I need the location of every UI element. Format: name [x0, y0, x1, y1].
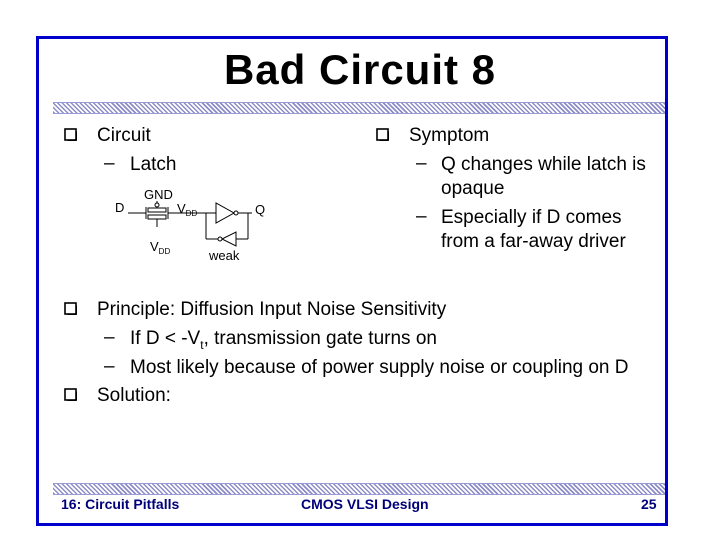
- footer-left: 16: Circuit Pitfalls: [61, 496, 180, 512]
- circuit-label-gnd: GND: [144, 187, 173, 202]
- footer-center: CMOS VLSI Design: [301, 496, 429, 512]
- symptom-bullet: Symptom: [409, 125, 490, 146]
- symptom-sub2-line2: from a far-away driver: [441, 231, 626, 252]
- slide-title: Bad Circuit 8: [223, 46, 497, 93]
- circuit-label-q: Q: [255, 202, 266, 217]
- circuit-label-weak: weak: [209, 248, 240, 263]
- circuit-label-vdd-bottom: $V_{DD}$: [150, 239, 171, 256]
- principle-sub1: If $D < -V_t$, transmission gate turns on: [130, 328, 437, 352]
- symptom-sub1-line2: opaque: [441, 178, 505, 199]
- hollow-square-bullet-icon: [376, 128, 389, 141]
- solution-bullet: Solution:: [97, 385, 171, 406]
- footer-page-number: 25: [641, 496, 657, 512]
- latch-circuit-diagram: [110, 183, 280, 263]
- dash: –: [104, 153, 115, 174]
- latch-subbullet: Latch: [130, 154, 177, 175]
- circuit-label-vdd-top: $V_{DD}$: [177, 201, 198, 218]
- dash: –: [104, 356, 115, 377]
- hollow-square-bullet-icon: [64, 128, 77, 141]
- hollow-square-bullet-icon: [64, 388, 77, 401]
- dash: –: [104, 327, 115, 348]
- circuit-bullet: Circuit: [97, 125, 151, 146]
- dash: –: [416, 206, 427, 227]
- bottom-hatch-bar: [53, 483, 665, 495]
- principle-bullet: Principle: Diffusion Input Noise Sensitivity: [97, 299, 447, 320]
- dash: –: [416, 153, 427, 174]
- circuit-label-d: D: [115, 200, 125, 215]
- top-hatch-bar: [53, 102, 665, 114]
- symptom-sub2-line1: Especially if D comes: [441, 207, 622, 228]
- symptom-sub1-line1: Q changes while latch is: [441, 154, 646, 175]
- principle-sub2: Most likely because of power supply noise or coupling on D: [130, 357, 629, 378]
- hollow-square-bullet-icon: [64, 302, 77, 315]
